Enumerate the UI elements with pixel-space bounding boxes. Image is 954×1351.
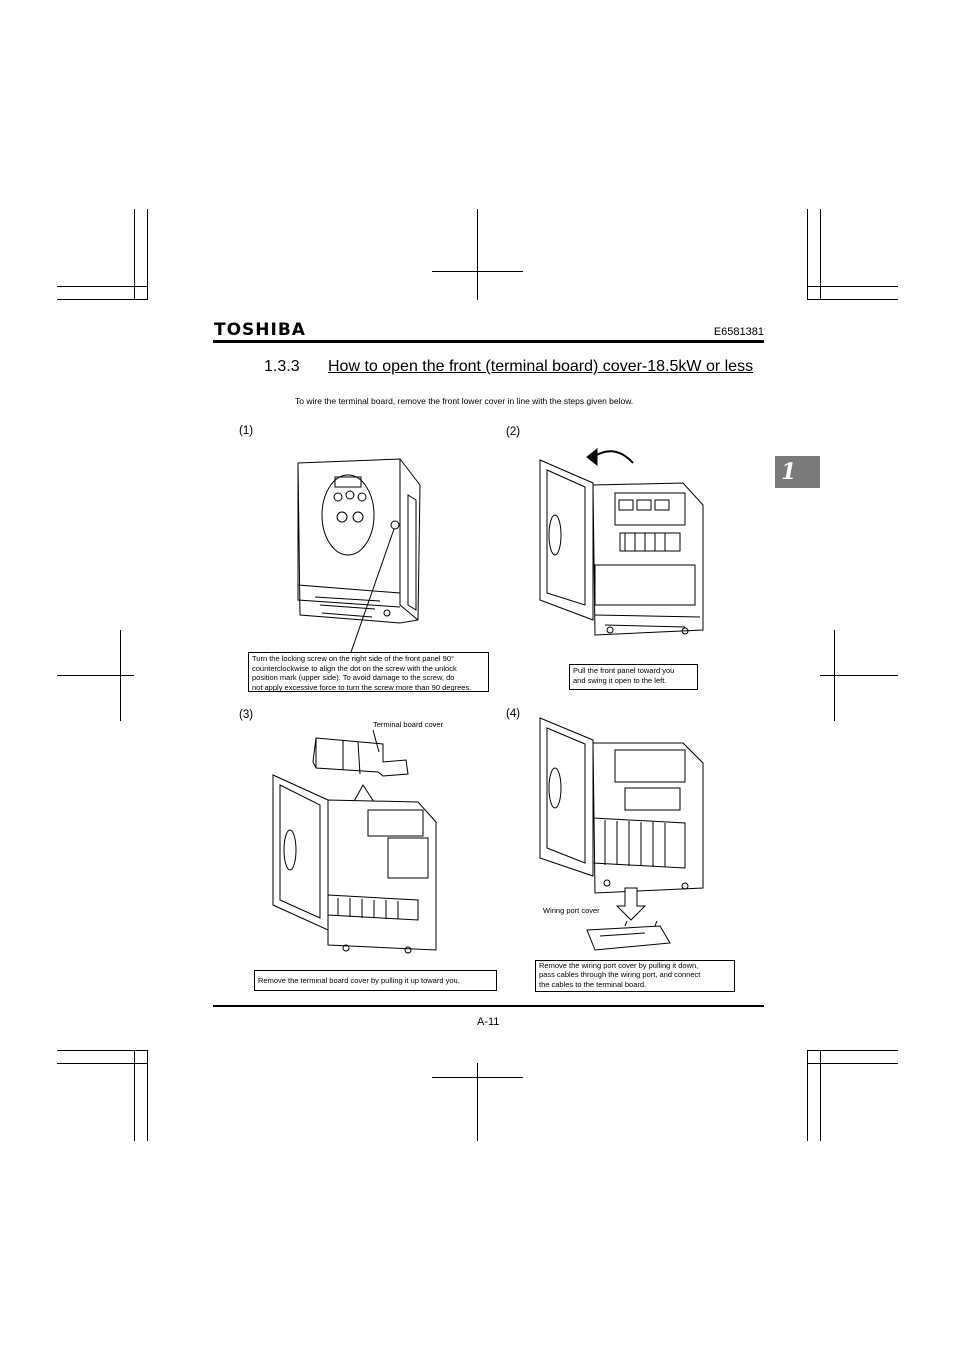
footer-rule — [213, 1005, 764, 1007]
figure-1-inverter-closed — [290, 455, 435, 655]
section-number: 1.3.3 — [264, 358, 300, 375]
header-rule — [213, 340, 764, 343]
figure-3-remove-terminal-cover — [268, 730, 448, 962]
callout-line: Remove the wiring port cover by pulling it down, — [539, 961, 699, 970]
step-4-callout — [535, 960, 735, 992]
callout-line: counterclockwise to align the dot on the screw with the unlock — [252, 663, 457, 673]
wiring-port-cover-label: Wiring port cover — [543, 906, 600, 915]
step-4-label: (4) — [506, 708, 521, 720]
step-2-callout — [569, 664, 698, 690]
callout-line: Pull the front panel toward you — [573, 666, 675, 675]
callout-line: Remove the terminal board cover by pulling it up toward you. — [258, 976, 460, 985]
step-3-label: (3) — [239, 709, 254, 721]
callout-line: pass cables through the wiring port, and connect — [539, 970, 701, 980]
callout-line: Turn the locking screw on the right side of the front panel 90° — [252, 654, 455, 663]
figure-4-remove-wiring-port-cover — [535, 718, 715, 958]
callout-line: not apply excessive force to turn the screw more than 90 degrees. — [252, 682, 472, 692]
callout-line: the cables to the terminal board. — [539, 979, 647, 989]
intro-text: To wire the terminal board, remove the front lower cover in line with the steps given below. — [295, 396, 634, 406]
step-1-callout — [248, 652, 489, 692]
figure-2-front-panel-open — [535, 445, 715, 640]
brand-logo: TOSHIBA — [214, 320, 306, 340]
step-3-callout — [254, 970, 497, 991]
callout-line: and swing it open to the left. — [573, 675, 667, 685]
terminal-board-cover-label: Terminal board cover — [373, 720, 444, 729]
section-heading — [264, 358, 753, 376]
step-2-label: (2) — [506, 426, 521, 438]
step-1-label: (1) — [239, 425, 254, 437]
chapter-tab: 1 — [775, 456, 820, 488]
callout-line: position mark (upper side). To avoid damage to the screw, do — [252, 673, 455, 683]
page-number: A-11 — [477, 1016, 500, 1028]
document-number: E6581381 — [713, 326, 764, 338]
section-title: How to open the front (terminal board) cover-18.5kW or less — [328, 358, 754, 375]
